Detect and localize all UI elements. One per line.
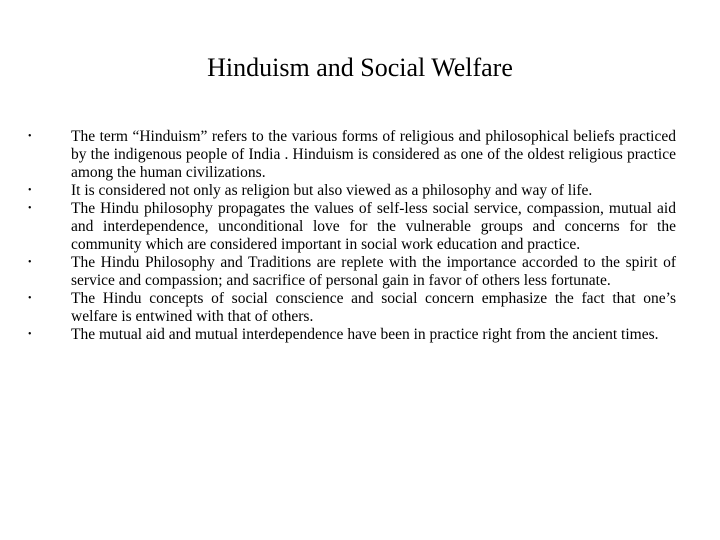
bullet-text: The Hindu concepts of social conscience and social concern emphasize the fact that one’s welfare is entwined with that of others. <box>71 290 676 325</box>
bullet-dot-icon: • <box>28 329 32 340</box>
bullet-dot-icon: • <box>28 131 32 142</box>
bullet-text: The Hindu Philosophy and Traditions are replete with the importance accorded to the spirit of service and compassion; and sacrifice of personal gain in favor of others less fortunate. <box>71 254 676 289</box>
bullet-text: It is considered not only as religion but also viewed as a philosophy and way of life. <box>71 182 593 199</box>
bullet-text: The term “Hinduism” refers to the various forms of religious and philosophical beliefs practiced by the indigenous people of India . Hinduism is considered as one of the oldest religious practice among the human civilizations. <box>71 128 676 181</box>
bullet-dot-icon: • <box>28 185 32 196</box>
bullet-item <box>26 182 676 200</box>
bullet-dot-icon: • <box>28 203 32 214</box>
bullet-item <box>26 326 676 344</box>
bullet-dot-icon: • <box>28 293 32 304</box>
slide-title: Hinduism and Social Welfare <box>207 53 513 82</box>
bullet-dot-icon: • <box>28 257 32 268</box>
bullet-item <box>26 290 676 326</box>
bullet-item <box>26 254 676 290</box>
bullet-text: The Hindu philosophy propagates the values of self-less social service, compassion, mutual aid and interdependence, unconditional love for the vulnerable groups and concerns for the community which are considered important in social work education and practice. <box>71 200 676 253</box>
bullet-list <box>26 128 676 344</box>
bullet-item <box>26 200 676 254</box>
bullet-item <box>26 128 676 182</box>
bullet-text: The mutual aid and mutual interdependence have been in practice right from the ancient times. <box>71 326 659 343</box>
